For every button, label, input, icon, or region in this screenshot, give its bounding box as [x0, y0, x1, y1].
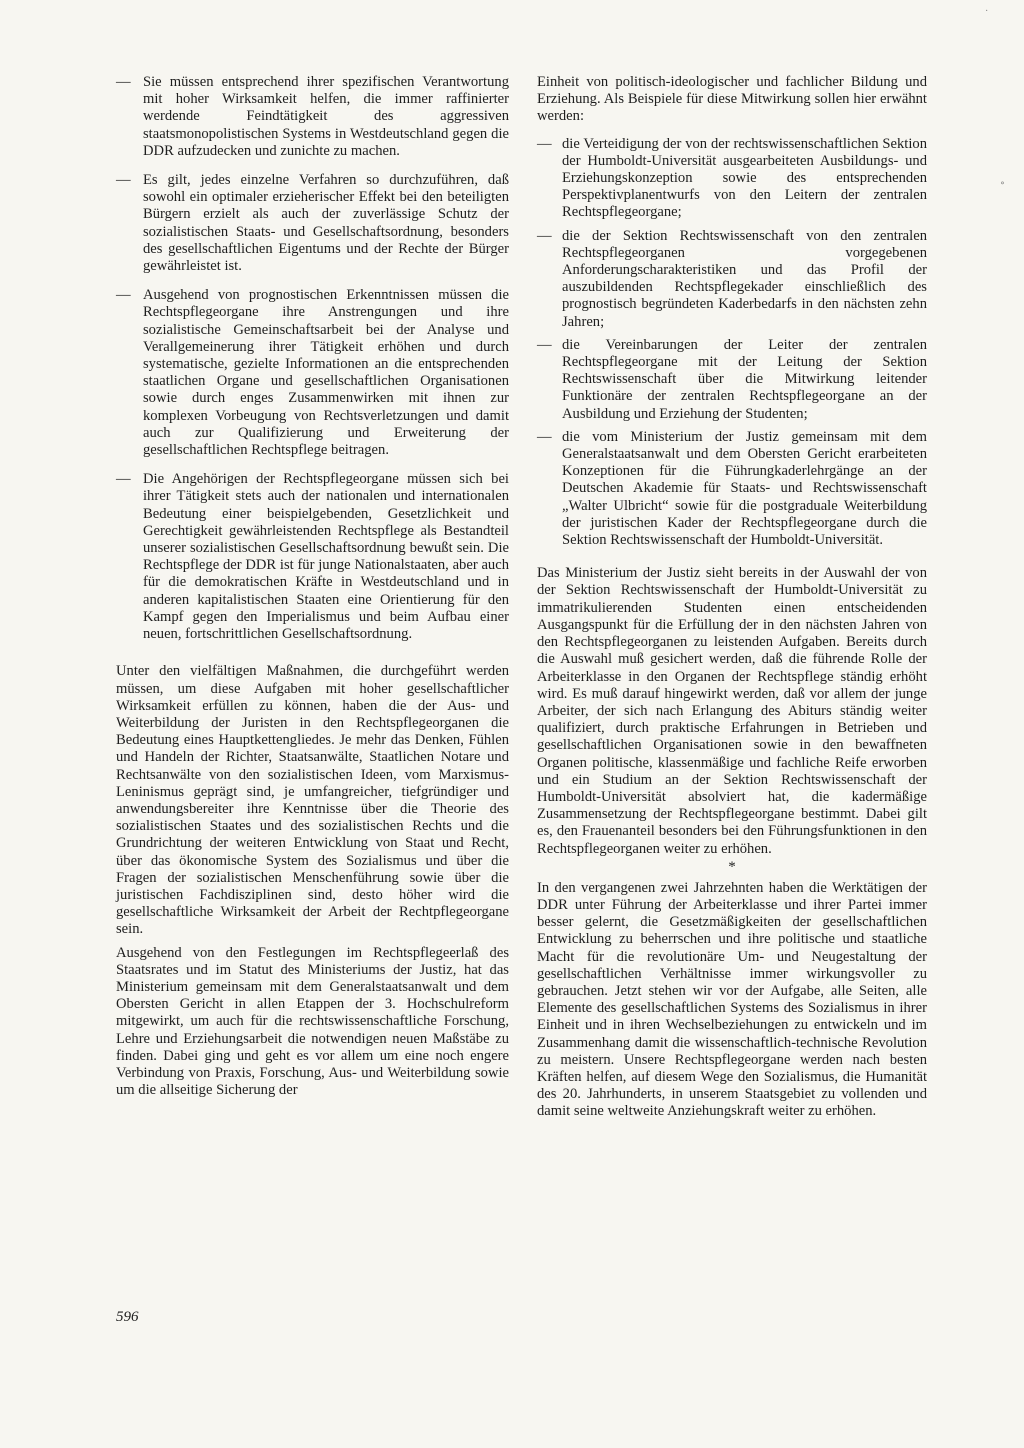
list-item — [537, 337, 927, 423]
list-item — [116, 172, 509, 275]
body-paragraph: Das Ministerium der Justiz sieht bereits in der Auswahl der von der Sektion Rechtswissenschaft der Humboldt-Universität zu immatrikulierenden Studenten einen entscheidenden Ausgangspunkt für die Erfüllung der in den nächsten Jahren von den Rechtspflegeorganen zu leistenden Aufgaben. Bereits durch die Auswahl muß gesichert werden, daß die führende Rolle der Arbeiterklasse in den Organen der Rechtspflege ständig erhöht wird. Es muß darauf hingewirkt werden, daß vor allem der junge Arbeiter, der sich nach Erlangung des Abiturs ständig weiter qualifiziert, durch praktische Erfahrungen in Betrieben und gesellschaftlichen Organisationen sowie in den bewaffneten Organen politische, klassenmäßige und fachliche Reife erworben und ein Studium an der Sektion Rechtswissenschaft der Humboldt-Universität absolviert hat, die kadermäßige Zusammensetzung der Rechtspflegeorgane bestimmt. Dabei gilt es, den Frauenanteil besonders bei den Führungsfunktionen in den Rechtspflegeorganen weiter zu erhöhen. — [537, 565, 927, 857]
body-paragraph: Ausgehend von den Festlegungen im Rechtspflegeerlaß des Staatsrates und im Statut des Ministeriums der Justiz, hat das Ministerium gemeinsam mit dem Generalstaatsanwalt und dem Obersten Gericht in allen Etappen der 3. Hochschulreform mitgewirkt, um auch für die rechtswissenschaftliche Forschung, Lehre und Erziehungsarbeit die notwendigen neuen Maßstäbe zu finden. Dabei ging und geht es vor allem um eine noch engere Verbindung von Praxis, Forschung, Aus- und Weiterbildung sowie um die allseitige Sicherung der — [116, 944, 509, 1099]
list-item — [116, 471, 509, 643]
right-column — [537, 74, 927, 1121]
page-number: 596 — [116, 1309, 139, 1325]
dash-bullet: — — [537, 135, 552, 152]
bullet-text: die vom Ministerium der Justiz gemeinsam mit dem Generalstaatsanwalt und dem Obersten Gericht erarbeiteten Konzeptionen für die Führungkaderlehrgänge an der Deutschen Akademie für Staats- und Rechtswissenschaft „Walter Ulbricht“ sowie für die postgraduale Weiterbildung der juristischen Kader der Rechtspflegeorgane durch die Sektion Rechtswissenschaft der Humboldt-Universität. — [562, 428, 927, 549]
list-item — [537, 429, 927, 549]
dash-bullet: — — [116, 74, 131, 90]
bullet-text: Ausgehend von prognostischen Erkenntnissen müssen die Rechtspflegeorgane ihre Anstrengungen und ihre sozialistische Gemeinschaftsarbeit bei der Analyse und Verallgemeinerung ihrer Tätigkeit erhöhen und durch systematische, gezielte Informationen an die entsprechenden staatlichen Organe und gesellschaftlichen Organisationen sowie durch enges Zusammenwirken mit ihnen zur komplexen Vorbeugung von Rechtsverletzungen und damit auch zur Qualifizierung und Erweiterung der gesellschaftlichen Rechtspflege beitragen. — [143, 287, 509, 459]
bullet-text: die der Sektion Rechtswissenschaft von den zentralen Rechtspflegeorganen vorgegebenen Anforderungscharakteristiken und das Profil der auszubildenden Rechtspflegekader einschließlich des prognostisch begründeten Kaderbedarfs in den nächsten zehn Jahren; — [562, 227, 927, 330]
intro-paragraph: Einheit von politisch-ideologischer und fachlicher Bildung und Erziehung. Als Beispiele für diese Mitwirkung sollen hier erwähnt werden: — [537, 74, 927, 125]
list-item — [116, 287, 509, 459]
section-separator: * — [728, 858, 736, 875]
bullet-text: die Verteidigung der von der rechtswissenschaftlichen Sektion der Humboldt-Universität ausgearbeiteten Ausbildungs- und Erziehungskonzeption sowie des entsprechenden Perspektivplanentwurfs von den Leitern der zentralen Rechtspflegeorgane; — [562, 135, 927, 221]
list-item — [116, 74, 509, 160]
list-item — [537, 228, 927, 331]
dash-bullet: — — [537, 227, 552, 244]
dash-bullet: — — [116, 172, 131, 189]
dash-bullet: — — [537, 336, 552, 353]
dash-bullet: — — [116, 471, 131, 488]
scan-speck: ∘ — [1000, 178, 1005, 189]
dash-bullet: — — [116, 287, 131, 304]
bullet-text: Sie müssen entsprechend ihrer spezifischen Verantwortung mit hoher Wirksamkeit helfen, die immer raffinierter werdende Feindtätigkeit des aggressiven staatsmonopolistischen Systems in Westdeutschland gegen die DDR aufzudecken und zunichte zu machen. — [143, 74, 509, 159]
left-column — [116, 74, 509, 1099]
body-paragraph: In den vergangenen zwei Jahrzehnten haben die Werktätigen der DDR unter Führung der Arbeiterklasse und ihrer Partei immer besser gelernt, die Gesetzmäßigkeiten der gesellschaftlichen Entwicklung zu beherrschen und ihre politische und staatliche Macht für die revolutionäre Um- und Neugestaltung der gesellschaftlichen Verhältnisse immer wirkungsvoller zu gebrauchen. Jetzt stehen wir vor der Aufgabe, alle Seiten, alle Elemente des gesellschaftlichen Systems des Sozialismus in ihrer Einheit und in ihren Wechselbeziehungen zu entwickeln und im Zusammenhang damit die wissenschaftlich-technische Revolution zu meistern. Unsere Rechtspflegeorgane werden nach besten Kräften helfen, auf diesem Wege den Sozialismus, die Humanität des 20. Jahrhunderts, in unserem Staatsgebiet zu vollenden und damit seine weltweite Anziehungskraft weiter zu erhöhen. — [537, 879, 927, 1120]
dash-bullet: — — [537, 428, 552, 445]
list-item — [537, 136, 927, 222]
bullet-text: Die Angehörigen der Rechtspflegeorgane müssen sich bei ihrer Tätigkeit stets auch der nationalen und internationalen Bedeutung einer beispielgebenden, Gesetzlichkeit und Gerechtigkeit gewährleistenden Rechtspflege als Bestandteil unserer sozialistischen Gesellschaftsordnung bewußt sein. Die Rechtspflege der DDR ist für junge Nationalstaaten, aber auch für die demokratischen Kräfte in Westdeutschland und in anderen kapitalistischen Staaten eine Orientierung für den Kampf gegen den Imperialismus und beim Aufbau einer neuen, fortschrittlichen Gesellschaftsordnung. — [143, 471, 509, 643]
scan-speck: · — [985, 6, 989, 17]
bullet-text: Es gilt, jedes einzelne Verfahren so durchzuführen, daß sowohl ein optimaler erzieherischer Effekt bei den beteiligten Bürgern erzielt als auch der zuverlässige Schutz der sozialistischen Staats- und Gesellschaftsordnung, besonders des gesellschaftlichen Eigentums und der Rechte der Bürger gewährleistet ist. — [143, 172, 509, 275]
body-paragraph: Unter den vielfältigen Maßnahmen, die durchgeführt werden müssen, um diese Aufgaben mit hoher gesellschaftlicher Wirksamkeit erfüllen zu können, haben die der Aus- und Weiterbildung der Juristen in den Rechtspflegeorganen die Bedeutung eines Hauptkettengliedes. Je mehr das Denken, Fühlen und Handeln der Richter, Staatsanwälte, Staatlichen Notare und Rechtsanwälte von den sozialistischen Ideen, vom Marxismus-Leninismus geprägt sind, je umfangreicher, tiefgründiger und anwendungsbereiter ihre Kenntnisse über die Theorie des sozialistischen Staates und des sozialistischen Rechts und die Grundrichtung der weiteren Entwicklung von Staat und Recht, über das ökonomische System des Sozialismus und über die Fragen der sozialistischen Menschenführung sowie über die juristischen Fachdisziplinen sind, desto höher wird die gesellschaftliche Wirksamkeit der Arbeit der Rechtpflegeorgane sein. — [116, 663, 509, 938]
bullet-text: die Vereinbarungen der Leiter der zentralen Rechtspflegeorgane mit der Leitung der Sektion Rechtswissenschaft über die Mitwirkung leitender Funktionäre der zentralen Rechtspflegeorgane an der Ausbildung und Erziehung der Studenten; — [562, 336, 927, 422]
